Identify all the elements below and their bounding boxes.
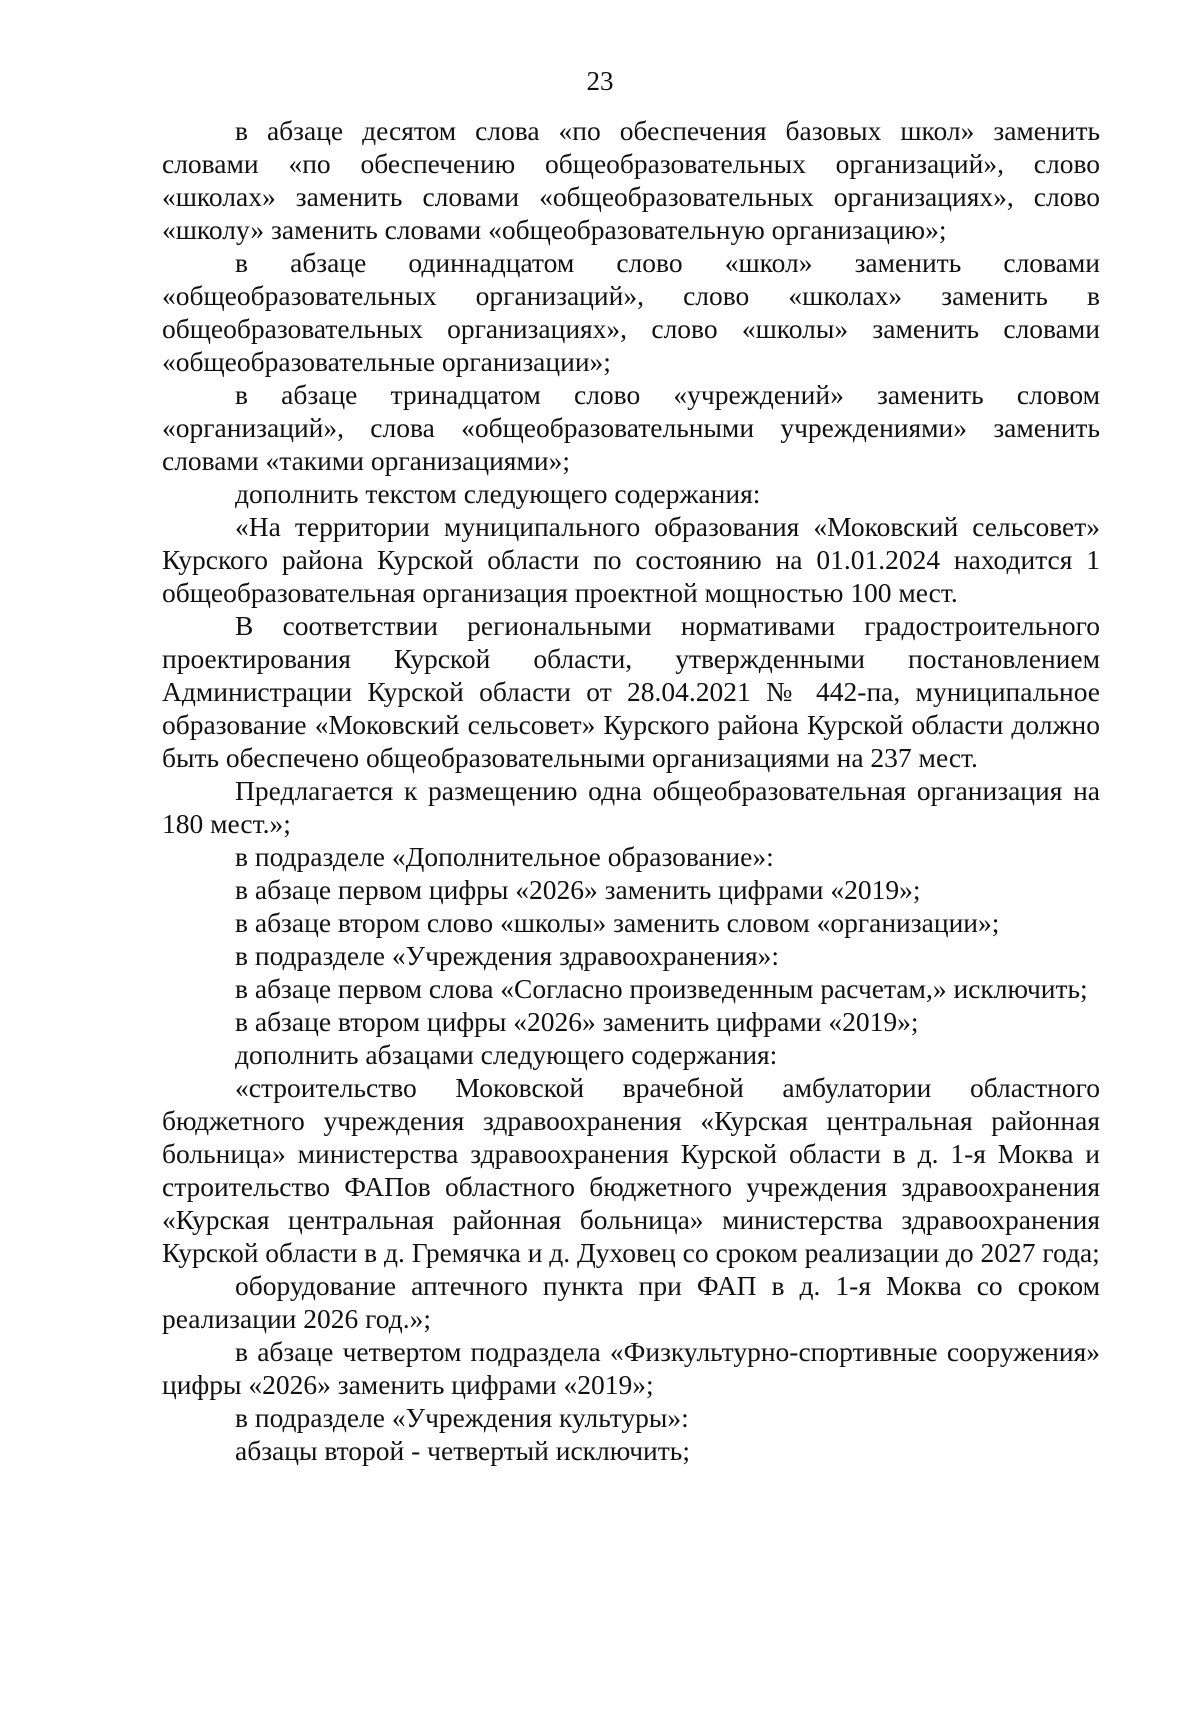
paragraph-18: в подразделе «Учреждения культуры»: <box>235 1402 689 1433</box>
paragraph-13: в абзаце втором цифры «2026» заменить цифрами «2019»; <box>235 1006 919 1037</box>
paragraph-03: в абзаце тринадцатом слово «учреждений» заменить словом «организаций», слова «общеобразовательными учреждениями» заменить словами «такими организациями»; <box>162 379 1100 476</box>
page-number: 23 <box>586 66 614 96</box>
paragraph-01: в абзаце десятом слова «по обеспечения базовых школ» заменить словами «по обеспечению общеобразовательных организаций», слово «школах» заменить словами «общеобразовательных организациях», слово «школу» заменить словами «общеобразовательную организацию»; <box>162 115 1100 245</box>
paragraph-04: дополнить текстом следующего содержания: <box>235 478 761 509</box>
paragraph-11: в подразделе «Учреждения здравоохранения»: <box>235 940 780 971</box>
paragraph-15: «строительство Моковской врачебной амбулатории областного бюджетного учреждения здравоохранения «Курская центральная районная больница» министерства здравоохранения Курской области в д. 1-я Моква и строительство ФАПов областного бюджетного учреждения здравоохранения «Курская центральная районная больница» министерства здравоохранения Курской области в д. Гремячка и д. Духовец со сроком реализации до 2027 года; <box>162 1072 1100 1268</box>
paragraph-10: в абзаце втором слово «школы» заменить словом «организации»; <box>235 907 1000 938</box>
paragraph-12: в абзаце первом слова «Согласно произведенным расчетам,» исключить; <box>235 973 1088 1004</box>
paragraph-09: в абзаце первом цифры «2026» заменить цифрами «2019»; <box>235 874 921 905</box>
paragraph-08: в подразделе «Дополнительное образование»: <box>235 841 774 872</box>
paragraph-05: «На территории муниципального образования «Моковский сельсовет» Курского района Курской области по состоянию на 01.01.2024 находится 1 общеобразовательная организация проектной мощностью 100 мест. <box>162 511 1100 608</box>
paragraph-19: абзацы второй - четвертый исключить; <box>235 1435 690 1466</box>
paragraph-17: в абзаце четвертом подраздела «Физкультурно-спортивные сооружения» цифры «2026» заменить цифрами «2019»; <box>162 1336 1100 1400</box>
paragraph-02: в абзаце одиннадцатом слово «школ» заменить словами «общеобразовательных организаций», слово «школах» заменить в общеобразовательных организациях», слово «школы» заменить словами «общеобразовательные организации»; <box>162 247 1100 377</box>
paragraph-07: Предлагается к размещению одна общеобразовательная организация на 180 мест.»; <box>162 775 1100 839</box>
paragraph-06: В соответствии региональными нормативами градостроительного проектирования Курской области, утвержденными постановлением Администрации Курской области от 28.04.2021 № 442-па, муниципальное образование «Моковский сельсовет» Курского района Курской области должно быть обеспечено общеобразовательными организациями на 237 мест. <box>162 610 1100 773</box>
paragraph-14: дополнить абзацами следующего содержания: <box>235 1039 778 1070</box>
paragraph-16: оборудование аптечного пункта при ФАП в д. 1-я Моква со сроком реализации 2026 год.»; <box>162 1270 1100 1334</box>
document-body <box>162 114 1100 1467</box>
